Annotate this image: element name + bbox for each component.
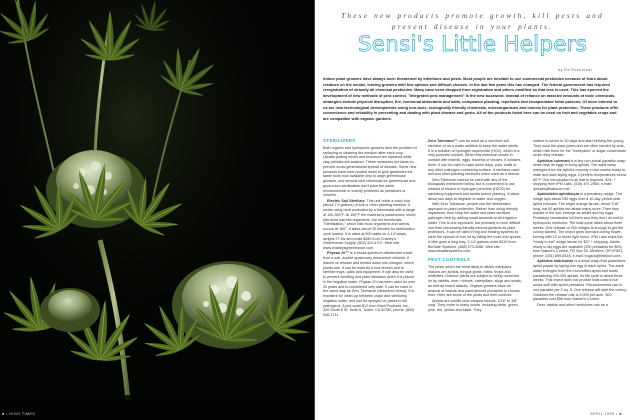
product-name: Aphidoletes aphidimyza (537, 192, 580, 197)
section-heading-sterilizers: STERILIZERS (323, 138, 356, 143)
product-name: Zero Tolerance™ (428, 139, 458, 143)
paragraph: Both organic and hydroponic growers face the problem of replacing or cleaning the medium after each crop. Usually potting mixes and rockwool are replaced while clay pebbles are washed. These measures are taken to prevent cross-generational spread of disease. Some new products have been scaled down to give gardeners the same tools now available only to large greenhouse growers, and several new chemicals for greenhouse and grow-room sterilization don't pose the same environmental or toxicity problems as pesticides or chlorine. (323, 145, 417, 198)
paragraph: With Zero Tolerance, people use the sterilization approach to plant protection. Rather than using friendly organisms, they keep the water and plant surfaces pathogen-free by adding small amounts to all irrigation water. This is one approach, but probably a more difficult one than introducing friendly microorganisms as plant protectors. It can be used in fog and misting systems to clear the spread of bud rot by killing the mold and spores. A little goes a long way: 2-1/2 gallons costs $110 from BioSafe Systems, (888) 273-3088. Web site: www.biosafesystems.com. (428, 201, 522, 254)
paragraph (533, 159, 627, 192)
article-title: Sensi's Little Helpers (357, 32, 588, 57)
product-name: Electric Soil Sterilizer. (327, 198, 366, 203)
product-name: Aphidius matricariae (537, 259, 574, 264)
right-folio: APRIL 1999 • ■ (590, 412, 622, 416)
paragraph-text: can be used as a one-time soil sterilizer or as a water additive to keep the water sterile. It is a solution of hydrogen superoxide (HO2), which is a very powerful oxidant. When this chemical comes in contact with insects, eggs, bacteria or viruses, it oxidizes them. It can be used to wipe down trays, pots, walls or any other pathogen-containing surface. It sterilizes used soil and other planting mediums when used as a drench. (428, 139, 521, 177)
paragraph: Aphids are prolific pear-shaped insects, 1/16" to 3/8" long. They come in many colors, including white, green, pink, red, yellow and black. They (428, 298, 519, 312)
text-column-1 (323, 139, 417, 318)
right-page-article (315, 0, 630, 420)
paragraph-text: This unit holds a cubic foot (about 7.5 gallons) of soil or other planting medium. It works using heat controlled by a thermostat with a range of 100-350°F. At 160°F the material is pasteurized, which kills most harmful organisms, but not beneficials. "Sterilization," which kills most organisms and weeds, occurs at 180°. It takes about 30 minutes for sterilization once loaded. It is rated at 500 watts on 4-1/2 amps, weighs 27 lbs and costs $280 from Charley's Greenhouse Supply, (800) 322-4707. Web site: www.charleysgreenhouse.com. (323, 198, 416, 250)
product-name: Aphidius colemani (537, 158, 570, 163)
product-name: Physan 20™ (327, 251, 349, 256)
paragraph (533, 259, 627, 302)
paragraph (533, 192, 627, 259)
paragraph: Zero Tolerance cannot be used with any of the biologicals mentioned below, but is convenient to use instead of bleach or hydrogen peroxide (H2O2) for sterilizing equipment and media before planting. It takes about two days to degrade to water and oxygen. (428, 177, 520, 201)
paragraph: Deer, rabbits and other herbivores can be a (537, 302, 608, 307)
text-column-2 (428, 139, 522, 313)
paragraph-text: is a predatory midge. The midge lays about 250 eggs over a 10-day period near aphid colonies. The bright orange larvae, about 1/16" long, eat 50 aphids but attack many more. Then they pupate in the soil, emerge as adults and lay eggs. Predatory nematodes kill them and they don't do well in hydroponic mediums. The total cycle takes about three weeks. One release of 250 midges is enough to get the colony started. The insect goes dormant during flower-forcing with 12 or fewer light hours. IPM Labs ships the "ready to eat" midge larvae for $27 + shipping. Adults ready to lay eggs are available (250 predators for $25) from Nature's Control, PO Box 35, Medford, OR 97501, phone: (541) 899-8318, e-mail: bugsnc@teleport.com. (533, 192, 624, 258)
text-column-3 (533, 139, 627, 308)
article-kicker: These new products promote growth, kill pests and prevent disease in your plants. (341, 11, 604, 31)
article-byline: by Ed Rosenthal (558, 68, 592, 72)
paragraph-text: is a tiny non-social parasitic wasp which lays its eggs in living aphids. The adult wasp emerges from the aphid's mummy in two weeks ready to mate and start laying eggs. It prefers temperatures below 80°F. One introduction is all that is required. $24, + shipping from IPM Labs, (315) 497-2063. e-mail: ipmlabs@baldcom.net (533, 158, 627, 191)
paragraph (428, 139, 522, 177)
paragraph-text: is a broad-spectrum disinfectant made from a salt, double quaternary ammonium chloride. It leaves no residue and breaks down into nitrogen, which plants use. It can be used as a root drench and to sterilize trays, walls and equipment. It can also be used to prevent seedling and plant diseases when it is placed in the irrigation water. Physan 20 has been used for over 20 years and is considered very safe. It can be used in the same way as Zero Tolerance (described below). It is excellent for clean-up between crops and sterilizing irrigation water, and can be sprayed on plants to kill pathogens. A pint costs $12 from Maril Products, Inc., 320 South 6 St. Suite A, Tustin, CA 92780, phone: (800) 546-7711. (323, 251, 416, 317)
paragraph-text: is a small wasp that parasitizes aphid pupae by laying one egg in each aphid. The adult wasp emerges from the mummified aphid and starts parasitizing 200-300 aphids. Its life cycle is about three weeks. This insect does not provide total control but works well with aphid predators. Recommended use is one parasite per 2 sq. ft. One release will start the colony. Outdoors the release rate is 5,000 per acre. 500 parasites cost $58 from Nature's Control. (533, 259, 627, 302)
paragraph (323, 251, 417, 318)
paragraph: The pests which are most likely to attack marijuana indoors are aphids, fungus gnats, mites, thrips and whiteflies. Outdoor plants are subject to being munched on by rabbits, deer, rodents, caterpillars, slugs and snails, as well as insect attacks. Organic growers have an arsenal of insects and plant-derived predators to choose from. Here are some of the pests and their controls: (428, 264, 522, 298)
section-heading-pest-controls: PEST CONTROLS (428, 257, 471, 262)
paragraph (323, 199, 417, 251)
paragraph: mature in seven to 10 days and start birthing live young. They suck the plant juices and are often herded by ants, which milk them for the "honeydew" or sugar concentrate which they release. (533, 139, 627, 158)
left-folio: ■ • HIGH TIMES (2, 412, 36, 416)
article-intro: Indoor plant growers have always been threatened by infections and pests. Most people are hesitant to use commercial pesticides because of fears about residues on the smoke, leaving growers with few options and difficult choices. In the last few years this has changed. The federal government has required reregistration of virtually all chemical pesticides. Many have been dropped from registration and others modified so that less is used. This has spurred the development of new methods of pest control. "Integrated pest management" is the new buzzword. Instead of reliance on massive amounts of toxic chemicals, strategies include physical disruption, fire, hormonal attractants and baits, companion planting, repellents and encapsulated foliar poisons. Of more interest to us are new technological developments using non-toxic, ecologically friendly chemicals, microorganisms and insects for plant protection. These products offer convenience and reliability in preventing and dealing with plant disease and pests. All of the products listed here can be used on fruit and vegetable crops and are compatible with organic gardens. (323, 76, 619, 121)
